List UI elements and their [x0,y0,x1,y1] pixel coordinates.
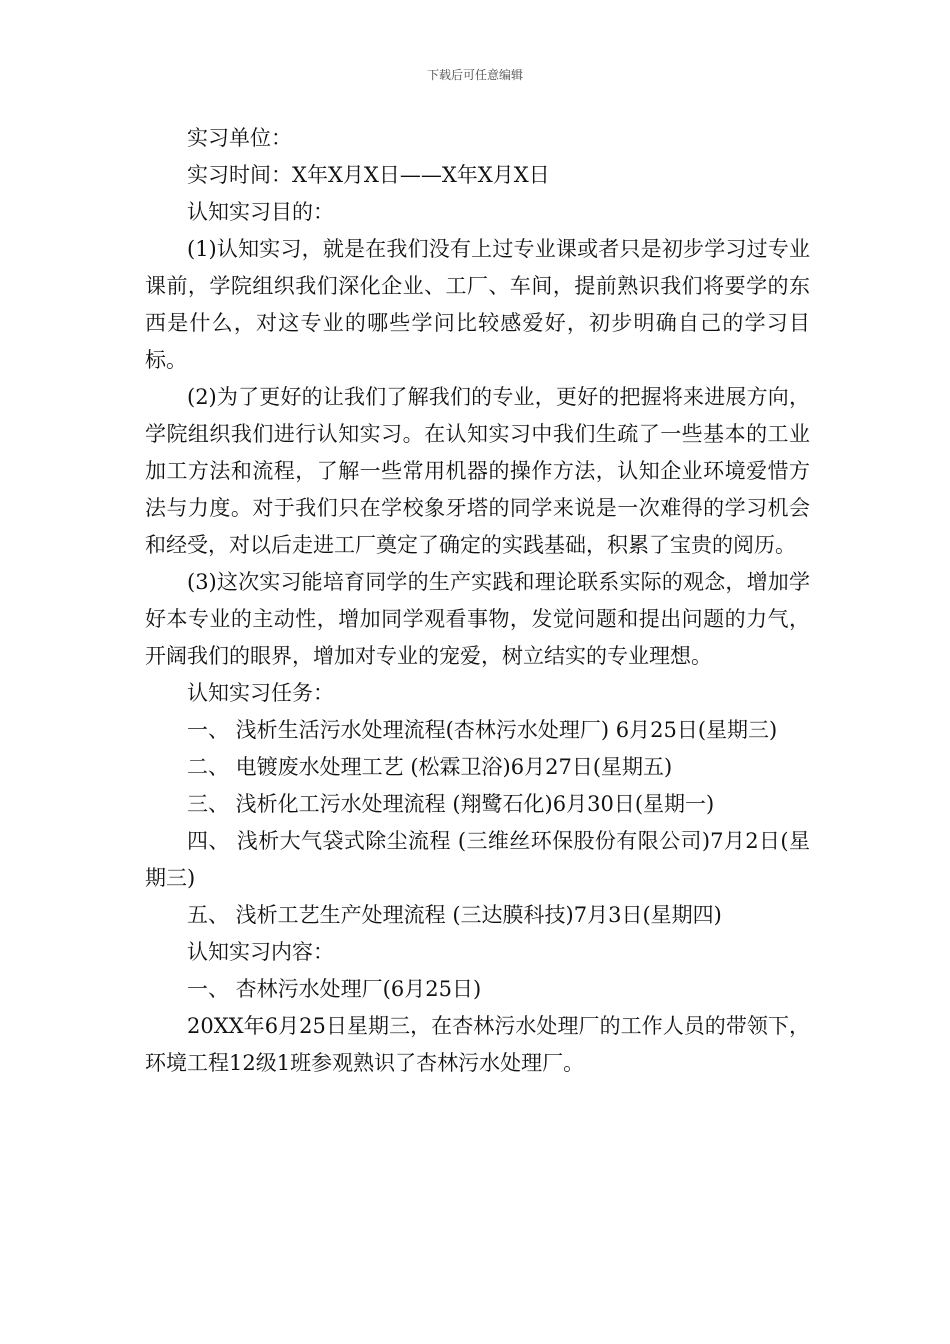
document-body [145,120,810,1082]
task-item-3: 三、 浅析化工污水处理流程 (翔鹭石化)6月30日(星期一) [187,792,715,816]
task-heading: 认知实习任务： [187,681,334,705]
purpose-paragraph-2: (2)为了更好的让我们了解我们的专业，更好的把握将来进展方向，学院组织我们进行认知实习。在认知实习中我们生疏了一些基本的工业加工方法和流程，了解一些常用机器的操作方法，认知企业环境爱惜方法与力度。对于我们只在学校象牙塔的同学来说是一次难得的学习机会和经受，对以后走进工厂奠定了确定的实践基础，积累了宝贵的阅历。 [145,385,810,557]
internship-time-line: 实习时间：X年X月X日——X年X月X日 [187,163,550,187]
purpose-heading: 认知实习目的： [187,200,334,224]
task-item-2: 二、 电镀废水处理工艺 (松霖卫浴)6月27日(星期五) [187,755,673,779]
page-header-note: 下载后可任意编辑 [426,68,523,82]
content-item-1-text: 20XX年6月25日星期三，在杏林污水处理厂的工作人员的带领下，环境工程12级1班参观熟识了杏林污水处理厂。 [145,1014,810,1075]
purpose-paragraph-1: (1)认知实习，就是在我们没有上过专业课或者只是初步学习过专业课前，学院组织我们深化企业、工厂、车间，提前熟识我们将要学的东西是什么，对这专业的哪些学问比较感爱好，初步明确自己的学习目标。 [145,237,810,372]
content-item-1-title: 一、 杏林污水处理厂(6月25日) [187,977,482,1001]
task-item-5: 五、 浅析工艺生产处理流程 (三达膜科技)7月3日(星期四) [187,903,722,927]
task-item-1: 一、 浅析生活污水处理流程(杏林污水处理厂) 6月25日(星期三) [187,718,778,742]
task-item-4: 四、 浅析大气袋式除尘流程 (三维丝环保股份有限公司)7月2日(星期三) [145,829,810,890]
purpose-paragraph-3: (3)这次实习能培育同学的生产实践和理论联系实际的观念，增加学好本专业的主动性，增加同学观看事物，发觉问题和提出问题的力气，开阔我们的眼界，增加对专业的宠爱，树立结实的专业理想。 [145,570,810,668]
internship-unit-line: 实习单位： [187,126,292,150]
content-heading: 认知实习内容： [187,940,334,964]
